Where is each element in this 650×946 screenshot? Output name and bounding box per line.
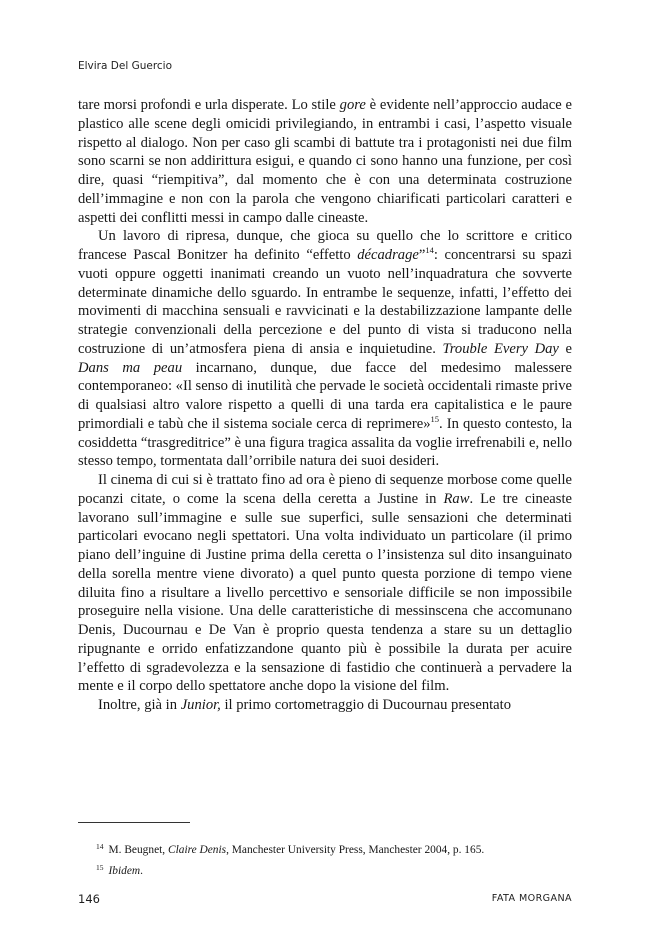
paragraph [78, 471, 572, 696]
italic-text: Junior, [180, 697, 221, 713]
text-run: Il cinema di cui si è trattato fino ad ora è pieno di sequenze morbose come quelle pocanzi citate, o come la scena della ceretta a Justine in [78, 472, 572, 507]
text-run: Un lavoro di ripresa, dunque, che gioca su quello che lo scrittore e critico francese Pascal Bonitzer ha definito “effetto [78, 228, 572, 263]
text-run: è evidente nell’approccio audace e plastico alle scene degli omicidi privilegiando, in entrambi i casi, l’aspetto visuale rispetto al dialogo. Non per caso gli scambi di battute tra i protagonisti nei due film sono scarni se non addirittura esigui, e quando ci sono hanno una funzione, per così dire, quasi “riempitiva”, dal momento che è con una determinata costruzione dell’immagine e non con la parola che vengono chiarificati particolari caratteri e aspetti dei conflitti messi in campo dalle cineaste. [78, 97, 572, 226]
paragraph [78, 96, 572, 227]
text-run: ” [418, 247, 426, 263]
text-run: . In questo contesto, la cosiddetta “trasgreditrice” è una figura tragica assalita da voglie irrefrenabili e, nello stesso tempo, tormentata dall’orribile natura dei suoi desideri. [78, 415, 572, 470]
italic-text: Ibidem [108, 865, 141, 877]
text-run: il primo cortometraggio di Ducournau presentato [220, 697, 512, 713]
italic-text: Claire Denis [167, 844, 227, 856]
footnote-number: 14 [96, 842, 104, 851]
paragraph [78, 696, 572, 715]
footnote-reference: 14 [425, 245, 434, 255]
running-head-author: Elvira Del Guercio [78, 60, 173, 72]
italic-text: Dans ma peau [78, 359, 183, 376]
italic-text: Trouble Every Day [442, 340, 559, 357]
footnote-separator-rule [78, 822, 190, 823]
text-run: , Manchester University Press, Manchester 2004, p. 165. [226, 844, 485, 856]
page-number: 146 [78, 892, 100, 906]
italic-text: gore [339, 97, 366, 113]
text-run: . Le tre cineaste lavorano sull’immagine e sulle sue superfici, sulle sensazioni che determinati particolari evocano negli spettatori. Una volta individuato un particolare (il primo piano dell’inguine di Justine prima della ceretta o l’insistenza sul dito insanguinato della sorella mentre viene divorato) a quel punto questa porzione di tempo viene diluita fino a risultare a livello percettivo e sensoriale difficile se non impossibile proseguire nella visione. Una delle caratteristiche di messinscena che accomunano Denis, Ducournau e De Van è proprio questa tendenza a stare su un dettaglio ripugnante e orrido enfatizzandone quanto più è possibile la durata per acuire l’effetto di sgradevolezza e la sensazione di fastidio che continuerà a pervadere la mente e il corpo dello spettatore anche dopo la visione del film. [78, 490, 572, 695]
italic-text: Raw [443, 490, 470, 507]
text-run: tare morsi profondi e urla disperate. Lo stile [78, 97, 340, 113]
text-run: M. Beugnet, [108, 844, 168, 856]
text-run: e [558, 340, 572, 357]
footnote [96, 859, 566, 880]
text-run: incarnano, dunque, due facce del medesimo malessere contemporaneo: «Il senso di inutilità che pervade le società occidentali rimaste prive di qualsiasi altro valore rispetto a quelli di una tarda era capitalistica e le paure primordiali e tabù che il sistema sociale cerca di reprimere» [78, 359, 572, 432]
text-run: . [140, 865, 143, 877]
body-text [78, 96, 572, 715]
footnotes [96, 838, 566, 880]
text-run: : concentrarsi su spazi vuoti oppure oggetti inanimati creando un vuoto nell’inquadratura che sovverte determinate dinamiche dello sguardo. In entrambe le sequenze, infatti, l’effetto dei movimenti di macchina sensuali e ravvicinati e la destabilizzazione lampante delle strategie convenzionali della percezione e del punto di vista si traducono nella costruzione di un’atmosfera piena di ansia e inquietudine. [78, 247, 572, 357]
footnote-number: 15 [96, 863, 104, 872]
footnote [96, 838, 566, 859]
text-run: Inoltre, già in [98, 697, 181, 713]
publisher-name: FATA MORGANA [491, 893, 572, 904]
italic-text: décadrage [357, 247, 419, 263]
paragraph [78, 227, 572, 471]
footnote-reference: 15 [430, 413, 440, 424]
